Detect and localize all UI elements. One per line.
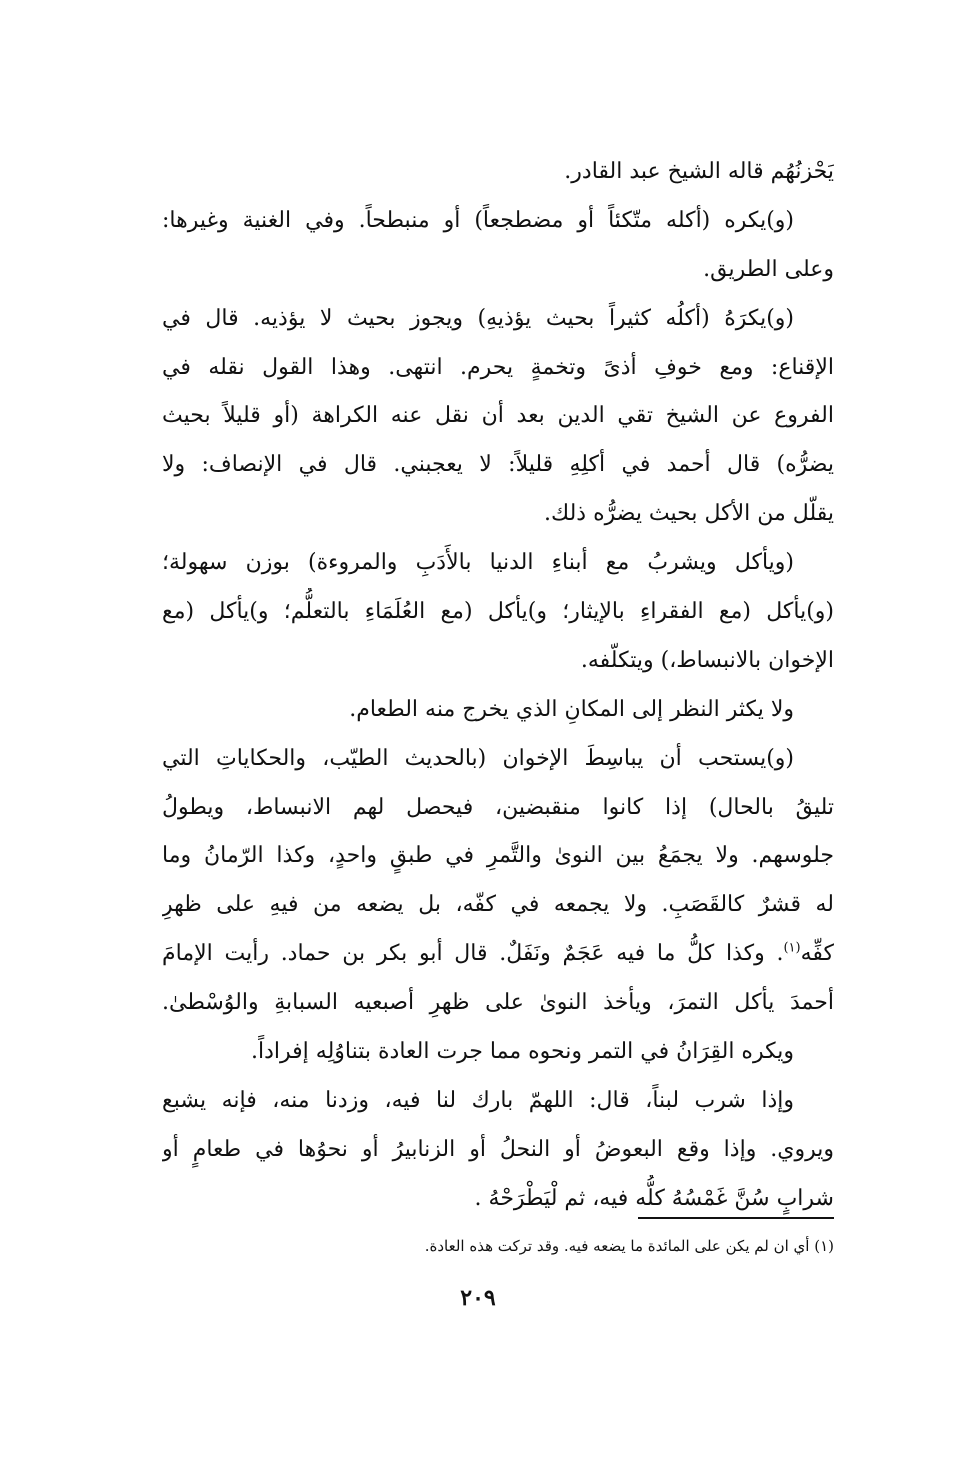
text-line: تليقُ بالحال) إذا كانوا منقبضين، فيحصل لهم الانبساط، ويطولُ [162, 794, 834, 820]
text-line: وعلى الطريق. [703, 256, 834, 282]
text-line: شرابٍ سُنَّ غَمْسُهُ كلُّه فيه، ثم لْيَطْرَحْهُ . [474, 1185, 834, 1211]
text-line: الفروع عن الشيخ تقي الدين بعد أن نقل عنه الكراهة (أو قليلاً بحيث [162, 403, 834, 429]
text-line: (و)يستحب أن يباسِطَ الإخوان (بالحديث الطيّب، والحكاياتِ التي [162, 745, 794, 771]
page-number: ٢٠٩ [460, 1285, 496, 1311]
text-line: الإخوان بالانبساط،) ويتكلّفه. [580, 647, 834, 673]
text-line: جلوسهم. ولا يجمَعُ بين النوىٰ والتَّمرِ في طبقٍ واحدٍ، وكذا الرّمانُ وما [162, 843, 834, 869]
footnote: (١) أي ان لم يكن على المائدة ما يضعه فيه. وقد تركت هذه العادة. [424, 1237, 834, 1255]
text-line: يقلّل من الأكل بحيث يضرُّه ذلك. [544, 501, 834, 527]
text-line: (و)يأكل (مع الفقراءِ بالإيثار؛ و)يأكل (مع العُلَمَاءِ بالتعلُّم؛ و)يأكل (مع [162, 599, 834, 625]
text-line: وإذا شرب لبناً، قال: اللهمّ بارك لنا فيه، وزدنا منه، فإنه يشبع [162, 1087, 794, 1113]
text-fragment: . وكذا كلُّ ما فيه عَجَمٌ ونَفَلٌ. قال أبو بكر بن حماد. رأيت الإمامَ [162, 941, 784, 967]
text-line: (و)يكرَهُ (أكلُه كثيراً بحيث يؤذيهِ) ويجوز بحيث لا يؤذيه. قال في [162, 305, 794, 331]
text-line: له قشرٌ كالقَصَبِ. ولا يجمعه في كفّه، بل يضعه من فيهِ على ظهرِ [162, 892, 834, 918]
text-line: ويروي. وإذا وقع البعوضُ أو النحلُ أو الزنابيرُ أو نحوُها في طعامٍ أو [162, 1136, 834, 1162]
footnote-reference[interactable]: (١) [783, 940, 801, 956]
text-line: يضرُّه) قال أحمد في أكلِهِ قليلاً: لا يعجبني. قال في الإنصاف: ولا [162, 452, 834, 478]
body-text [162, 148, 834, 1224]
text-fragment: كفِّه [800, 941, 834, 967]
footnote-separator [638, 1217, 834, 1219]
text-line: ولا يكثر النظر إلى المكانِ الذي يخرج منه الطعام. [349, 696, 794, 722]
text-line: الإقناع: ومع خوفِ أذىً وتخمةٍ يحرم. انتهى. وهذا القول نقله في [162, 354, 834, 380]
text-line-with-footnote [162, 930, 834, 979]
text-line: (ويأكل ويشربُ مع أبناءِ الدنيا بالأَدَبِ والمروءة) بوزن سهولة؛ [162, 550, 794, 576]
text-line: أحمدَ يأكل التمرَ، ويأخذ النوىٰ على ظهرِ أصبعيه السبابةِ والوُسْطىٰ. [162, 990, 834, 1016]
text-line: يَحْزنُهُم قاله الشيخ عبد القادر. [564, 159, 834, 184]
text-line: ويكره القِرَانُ في التمر ونحوه مما جرت العادة بتناوُلِه إفراداً. [251, 1039, 794, 1065]
text-line: (و)يكره (أكله متّكئاً أو مضطجعاً) أو منبطحاً. وفي الغنية وغيرها: [162, 207, 794, 233]
